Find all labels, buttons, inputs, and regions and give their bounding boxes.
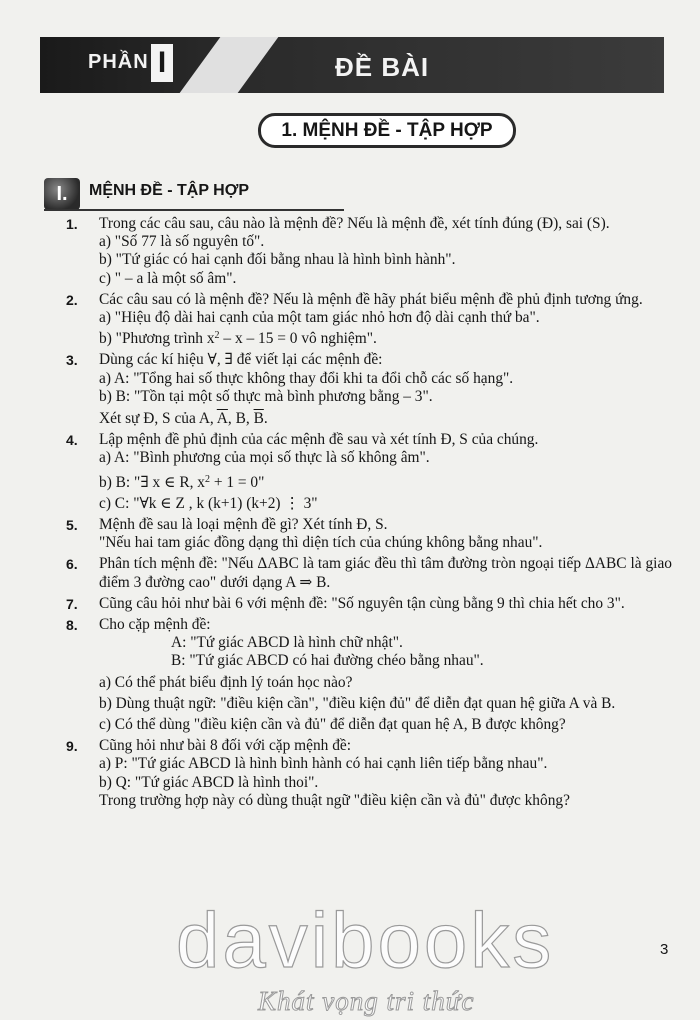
problem-stem: Lập mệnh đề phủ định của các mệnh đề sau và xét tính Đ, S của chúng. [99, 431, 539, 449]
problem-stem: Các câu sau có là mệnh đề? Nếu là mệnh đề hãy phát biểu mệnh đề phủ định tương ứng. [99, 290, 643, 308]
problem-4 [42, 431, 672, 513]
problem-number: 6. [66, 556, 78, 573]
problem-number: 8. [66, 617, 78, 634]
part-number: I [151, 44, 173, 82]
problem-item: a) P: "Tứ giác ABCD là hình bình hành có hai cạnh liên tiếp bằng nhau". [99, 755, 548, 773]
part-title: ĐỀ BÀI [335, 52, 430, 82]
problem-9 [42, 737, 672, 810]
problem-item: b) B: "Tồn tại một số thực mà bình phương bằng – 3". [99, 387, 433, 405]
problem-list [42, 215, 672, 813]
problem-stem: Trong các câu sau, câu nào là mệnh đề? Nếu là mệnh đề, xét tính đúng (Đ), sai (S). [99, 215, 610, 232]
problem-item: a) "Số 77 là số nguyên tố". [99, 233, 265, 251]
problem-8 [42, 616, 672, 734]
problem-number: 5. [66, 517, 78, 534]
section-underline [44, 209, 344, 211]
problem-stem: Cho cặp mệnh đề: [99, 616, 211, 634]
problem-stem: Cũng câu hỏi như bài 6 với mệnh đề: "Số nguyên tận cùng bằng 9 thì chia hết cho 3". [99, 594, 625, 612]
problem-tail: Xét sự Đ, S của A, $\overline{A}$, B, $\overline{B}$. [99, 410, 268, 428]
chapter-title: 1. MỆNH ĐỀ - TẬP HỢP [258, 113, 516, 148]
problem-number: 2. [66, 291, 78, 308]
problem-6 [42, 555, 672, 591]
problem-item: b) "Phương trình $x^2 - x - 15 = 0$ vô nghiệm". [99, 330, 377, 348]
problem-item: Trong trường hợp này có dùng thuật ngữ "điều kiện cần và đủ" được không? [99, 791, 570, 809]
problem-item: b) "Tứ giác có hai cạnh đối bằng nhau là hình bình hành". [99, 251, 456, 269]
part-label: PHẦN [88, 51, 149, 73]
problem-stem: Mệnh đề sau là loại mệnh đề gì? Xét tính Đ, S. [99, 516, 388, 534]
problem-item: c) C: "∀k ∈ Z , k (k+1) (k+2) ⋮ 3" [99, 494, 318, 512]
proposition-a: A: "Tứ giác ABCD là hình chữ nhật". [171, 634, 403, 652]
section-title: MỆNH ĐỀ - TẬP HỢP [89, 182, 250, 199]
problem-item: a) A: "Tổng hai số thực không thay đổi khi ta đổi chỗ các số hạng". [99, 369, 514, 387]
problem-item: b) Q: "Tứ giác ABCD là hình thoi". [99, 773, 319, 791]
problem-item: c) " – a là một số âm". [99, 269, 237, 287]
problem-item: b) Dùng thuật ngữ: "điều kiện cần", "điều kiện đủ" để diễn đạt quan hệ giữa A và B. [99, 694, 616, 712]
watermark-brand: davibooks [176, 896, 555, 984]
problem-5 [42, 516, 672, 552]
problem-7 [42, 595, 672, 613]
problem-item: a) Có thể phát biểu định lý toán học nào? [99, 673, 353, 691]
problem-item: b) B: "∃ x ∈ R, $x^2 + 1 = 0$" [99, 473, 265, 491]
problem-number: 9. [66, 738, 78, 755]
problem-1 [42, 215, 672, 288]
proposition-b: B: "Tứ giác ABCD có hai đường chéo bằng nhau". [171, 652, 484, 670]
section-number-badge: I. [44, 178, 80, 210]
watermark-slogan: Khát vọng tri thức [258, 986, 475, 1016]
problem-number: 1. [66, 216, 78, 232]
problem-number: 3. [66, 352, 78, 369]
problem-stem: Phân tích mệnh đề: "Nếu ΔABC là tam giác đều thì tâm đường tròn ngoại tiếp ΔABC là giao điểm 3 đường cao" dưới dạng A ⇒ B. [99, 555, 672, 591]
page-number: 3 [660, 941, 669, 958]
problem-stem: Dùng các kí hiệu ∀, ∃ để viết lại các mệnh đề: [99, 351, 383, 369]
problem-2 [42, 291, 672, 349]
problem-3 [42, 351, 672, 428]
problem-number: 7. [66, 595, 78, 612]
problem-item: c) Có thể dùng "điều kiện cần và đủ" để diễn đạt quan hệ A, B được không? [99, 716, 566, 734]
problem-item: a) "Hiệu độ dài hai cạnh của một tam giác nhỏ hơn độ dài cạnh thứ ba". [99, 309, 540, 327]
problem-item: a) A: "Bình phương của mọi số thực là số không âm". [99, 449, 430, 467]
problem-item: "Nếu hai tam giác đồng dạng thì diện tích của chúng không bằng nhau". [99, 534, 543, 552]
problem-stem: Cũng hỏi như bài 8 đối với cặp mệnh đề: [99, 737, 352, 755]
problem-number: 4. [66, 432, 78, 449]
